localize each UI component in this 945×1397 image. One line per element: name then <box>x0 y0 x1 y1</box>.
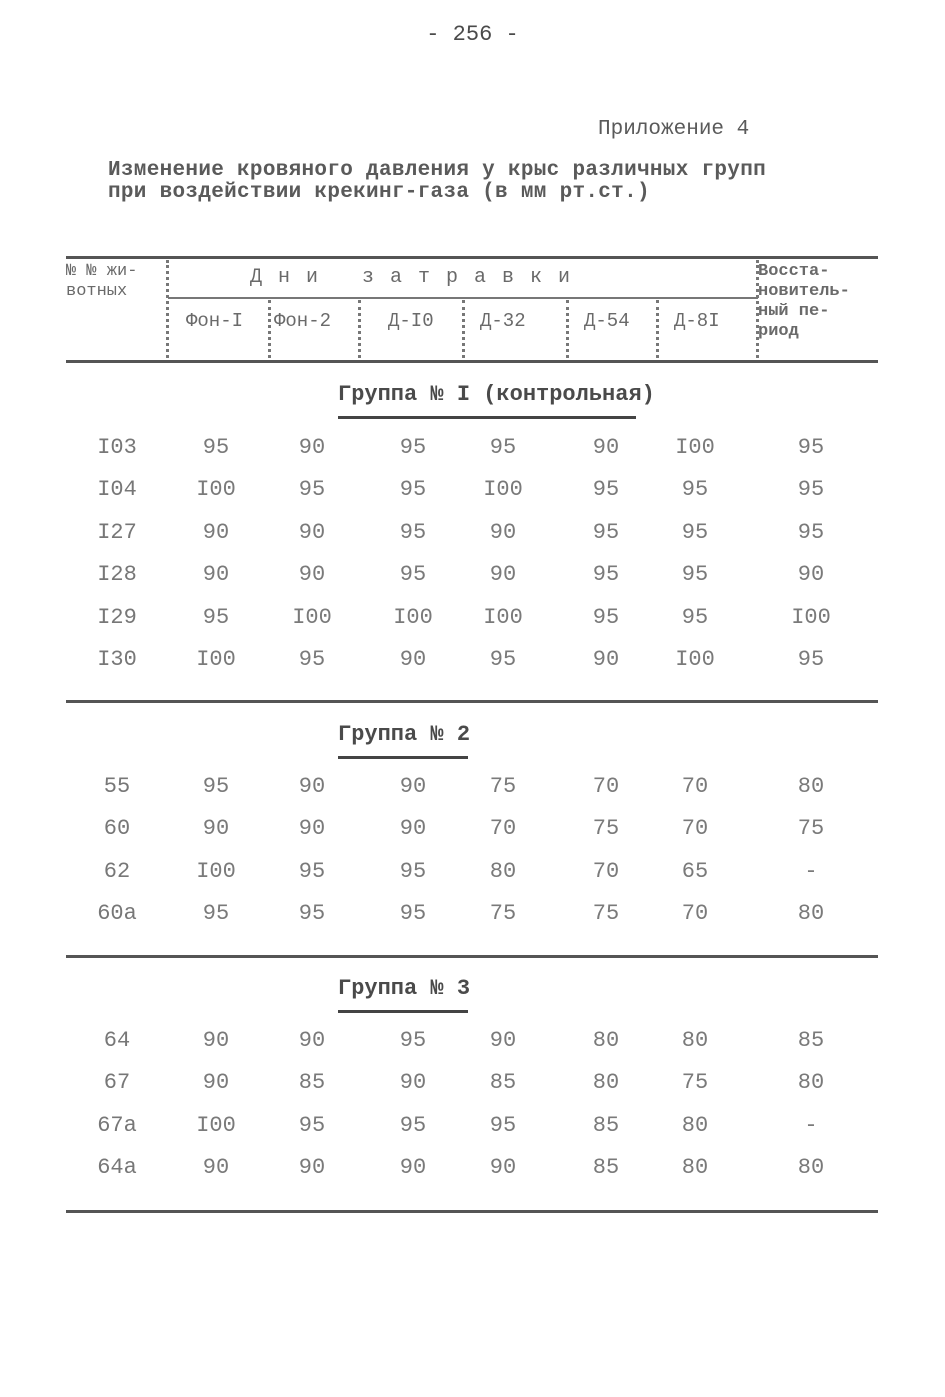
pressure-value-cell: 90 <box>298 1028 326 1053</box>
animal-id-cell: 62 <box>103 858 131 884</box>
pressure-value-cell: 95 <box>592 519 620 545</box>
pressure-value-cell: 95 <box>298 647 326 672</box>
column-separator <box>358 300 361 358</box>
exposure-days-header: Дни затравки <box>250 266 587 289</box>
table-top-rule <box>66 256 878 259</box>
pressure-value-cell: 95 <box>797 435 825 460</box>
pressure-value-cell: 75 <box>489 901 517 927</box>
group-separator-rule <box>66 700 878 703</box>
animal-id-cell: I04 <box>97 477 137 503</box>
subheader-d-54: Д-54 <box>584 310 630 332</box>
subheader-fon-2: Фон-2 <box>274 310 332 332</box>
pressure-value-cell: 90 <box>489 519 517 545</box>
subheader-d-81: Д-8I <box>674 310 720 332</box>
column-separator <box>166 260 169 358</box>
group-title: Группа № 2 <box>338 722 471 747</box>
pressure-value-cell: 90 <box>202 1070 230 1096</box>
pressure-value-cell: 90 <box>399 1155 427 1181</box>
pressure-value-cell: 80 <box>681 1028 709 1053</box>
recovery-period-header <box>758 262 850 342</box>
animal-id-cell: 55 <box>103 774 131 799</box>
pressure-value-cell: 95 <box>399 519 427 545</box>
pressure-value-cell: 95 <box>592 562 620 588</box>
pressure-value-cell: 85 <box>797 1028 825 1053</box>
pressure-value-cell: 75 <box>592 816 620 842</box>
pressure-value-cell: 95 <box>797 519 825 545</box>
pressure-value-cell: 95 <box>489 1112 517 1138</box>
pressure-value-cell: 90 <box>489 1155 517 1181</box>
pressure-value-cell: 80 <box>681 1155 709 1181</box>
group-title-underline <box>338 756 468 759</box>
pressure-value-cell: 90 <box>202 562 230 588</box>
pressure-value-cell: I00 <box>675 435 715 460</box>
group-title: Группа № 3 <box>338 976 471 1001</box>
animal-id-cell: 67а <box>97 1112 137 1138</box>
pressure-value-cell: 80 <box>592 1028 620 1053</box>
pressure-value-cell: 75 <box>681 1070 709 1096</box>
pressure-value-cell: 95 <box>681 477 709 503</box>
pressure-value-cell: 90 <box>399 647 427 672</box>
pressure-value-cell: 90 <box>202 519 230 545</box>
header-line: ный пе- <box>758 302 830 321</box>
table-title <box>108 160 766 204</box>
header-sub-rule <box>168 297 758 299</box>
animal-number-header <box>66 262 137 302</box>
pressure-value-cell: 85 <box>298 1070 326 1096</box>
column-separator <box>268 300 271 358</box>
subheader-d-10: Д-I0 <box>388 310 434 332</box>
pressure-value-cell: 80 <box>592 1070 620 1096</box>
header-line: № № жи- <box>66 262 138 281</box>
pressure-value-cell: I00 <box>675 647 715 672</box>
pressure-value-cell: 75 <box>489 774 517 799</box>
pressure-value-cell: I00 <box>393 604 433 630</box>
pressure-value-cell: 70 <box>681 901 709 927</box>
header-line: риод <box>758 322 799 341</box>
pressure-value-cell: 90 <box>298 562 326 588</box>
title-line: Изменение кровяного давления у крыс различных групп <box>108 159 767 182</box>
pressure-value-cell: 80 <box>489 858 517 884</box>
pressure-value-cell: I00 <box>196 477 236 503</box>
pressure-value-cell: 90 <box>399 816 427 842</box>
pressure-value-cell: 95 <box>797 647 825 672</box>
page-number: - 256 - <box>426 22 519 47</box>
pressure-value-cell: 95 <box>489 435 517 460</box>
header-line: Восста- <box>758 262 830 281</box>
pressure-value-cell: I00 <box>196 647 236 672</box>
header-bottom-rule <box>66 360 878 363</box>
pressure-value-cell: 70 <box>489 816 517 842</box>
pressure-value-cell: 85 <box>592 1112 620 1138</box>
header-line: новитель- <box>758 282 850 301</box>
pressure-value-cell: 75 <box>592 901 620 927</box>
pressure-value-cell: 80 <box>797 1155 825 1181</box>
pressure-value-cell: 85 <box>489 1070 517 1096</box>
pressure-value-cell: 95 <box>298 901 326 927</box>
animal-id-cell: 64а <box>97 1155 137 1181</box>
pressure-value-cell: - <box>804 1112 818 1138</box>
pressure-value-cell: 90 <box>399 774 427 799</box>
pressure-value-cell: 95 <box>681 519 709 545</box>
pressure-value-cell: 90 <box>202 816 230 842</box>
pressure-value-cell: I00 <box>483 477 523 503</box>
title-line: при воздействии крекинг-газа (в мм рт.ст.) <box>108 181 650 204</box>
pressure-value-cell: 90 <box>298 519 326 545</box>
pressure-value-cell: 95 <box>298 858 326 884</box>
group-title-underline <box>338 1010 468 1013</box>
pressure-value-cell: 95 <box>592 604 620 630</box>
pressure-value-cell: 90 <box>592 647 620 672</box>
pressure-value-cell: 90 <box>298 1155 326 1181</box>
pressure-value-cell: 90 <box>298 435 326 460</box>
pressure-value-cell: 70 <box>681 774 709 799</box>
pressure-value-cell: 65 <box>681 858 709 884</box>
pressure-value-cell: 70 <box>681 816 709 842</box>
pressure-value-cell: 95 <box>202 774 230 799</box>
pressure-value-cell: 80 <box>797 901 825 927</box>
pressure-value-cell: 95 <box>399 1112 427 1138</box>
subheader-fon-1: Фон-I <box>186 310 244 332</box>
pressure-value-cell: 70 <box>592 774 620 799</box>
pressure-value-cell: - <box>804 858 818 884</box>
pressure-value-cell: 95 <box>399 1028 427 1053</box>
pressure-value-cell: I00 <box>196 1112 236 1138</box>
pressure-value-cell: 95 <box>202 435 230 460</box>
pressure-value-cell: 90 <box>202 1155 230 1181</box>
animal-id-cell: 60 <box>103 816 131 842</box>
pressure-value-cell: 90 <box>592 435 620 460</box>
animal-id-cell: 67 <box>103 1070 131 1096</box>
column-separator <box>462 300 465 358</box>
pressure-value-cell: 90 <box>399 1070 427 1096</box>
group-title: Группа № I (контрольная) <box>338 382 655 407</box>
pressure-value-cell: 95 <box>298 1112 326 1138</box>
pressure-value-cell: 90 <box>489 1028 517 1053</box>
column-separator <box>656 300 659 358</box>
pressure-value-cell: 95 <box>681 604 709 630</box>
pressure-value-cell: 90 <box>202 1028 230 1053</box>
group-separator-rule <box>66 955 878 958</box>
pressure-value-cell: I00 <box>791 604 831 630</box>
pressure-value-cell: 80 <box>797 1070 825 1096</box>
pressure-value-cell: 80 <box>797 774 825 799</box>
group-title-underline <box>338 416 636 419</box>
pressure-value-cell: 95 <box>399 901 427 927</box>
pressure-value-cell: 95 <box>298 477 326 503</box>
subheader-d-32: Д-32 <box>480 310 526 332</box>
pressure-value-cell: 95 <box>797 477 825 503</box>
pressure-value-cell: I00 <box>292 604 332 630</box>
pressure-value-cell: 90 <box>489 562 517 588</box>
appendix-label: Приложение 4 <box>598 118 750 141</box>
pressure-value-cell: I00 <box>483 604 523 630</box>
animal-id-cell: I03 <box>97 435 137 460</box>
pressure-value-cell: 95 <box>489 647 517 672</box>
pressure-value-cell: 90 <box>797 562 825 588</box>
pressure-value-cell: 95 <box>399 858 427 884</box>
animal-id-cell: 60а <box>97 901 137 927</box>
animal-id-cell: I30 <box>97 647 137 672</box>
pressure-value-cell: 90 <box>298 774 326 799</box>
pressure-value-cell: 70 <box>592 858 620 884</box>
pressure-value-cell: 95 <box>399 562 427 588</box>
pressure-value-cell: I00 <box>196 858 236 884</box>
animal-id-cell: 64 <box>103 1028 131 1053</box>
header-line: вотных <box>66 282 128 301</box>
pressure-value-cell: 95 <box>399 435 427 460</box>
table-bottom-rule <box>66 1210 878 1213</box>
column-separator <box>566 300 569 358</box>
animal-id-cell: I28 <box>97 562 137 588</box>
pressure-value-cell: 95 <box>202 604 230 630</box>
pressure-value-cell: 95 <box>681 562 709 588</box>
pressure-value-cell: 80 <box>681 1112 709 1138</box>
pressure-value-cell: 85 <box>592 1155 620 1181</box>
animal-id-cell: I29 <box>97 604 137 630</box>
pressure-value-cell: 90 <box>298 816 326 842</box>
pressure-value-cell: 75 <box>797 816 825 842</box>
pressure-value-cell: 95 <box>592 477 620 503</box>
animal-id-cell: I27 <box>97 519 137 545</box>
pressure-value-cell: 95 <box>399 477 427 503</box>
pressure-value-cell: 95 <box>202 901 230 927</box>
